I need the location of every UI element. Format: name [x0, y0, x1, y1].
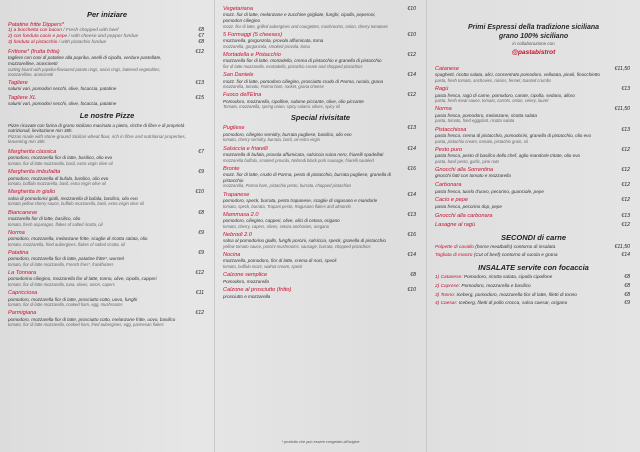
variant-translation: / with cheese and pepper fondue	[68, 34, 139, 40]
menu-line-text: Pomodoro, mozzarella e basilico	[461, 283, 531, 289]
menu-item-description: salumi vari, pomodori secchi, olive, focaccia, patatine	[8, 86, 117, 92]
menu-line-text: (horse meatballs) contorno di insalata	[475, 244, 556, 250]
menu-item-description: pasta fresca, pomodoro, melanzane, ricotta salata	[435, 112, 537, 118]
menu-item-description: Pomodoro, mozzarella, cipolline, salame piccante, olive, olio piccante	[223, 98, 364, 104]
menu-item	[435, 182, 632, 194]
menu-item-name: Carbonara	[435, 182, 462, 189]
menu-item-description: pomodoro, mozzarella, melanzane fritte, scaglie di ricotta salata, olio	[8, 236, 148, 242]
menu-item-price: €12	[407, 92, 416, 99]
menu-item	[223, 272, 418, 284]
menu-item-description: mozz. fior di latte, pomodoro ciliegino, prosciutto crudo di Parma, rucola, grana	[223, 78, 384, 84]
menu-item-name: La Tonnara	[8, 270, 37, 277]
menu-item-translation: tomato, fior di latte mozzarella, French fries*, frankfurters	[8, 261, 114, 267]
section-title-per-iniziare: Per iniziare	[86, 10, 128, 19]
menu-item-name: Trapanese	[223, 191, 250, 198]
menu-item-translation: pasta, fresh meat sauce, tomato, carrots, onion, celery, laurel	[435, 98, 549, 104]
pizza-list-continued	[223, 6, 418, 109]
pasta-section-header	[435, 24, 632, 47]
special-pizza-list	[223, 125, 418, 299]
menu-column-pizza-special	[214, 0, 427, 452]
menu-item-name: Pesto puro	[435, 146, 463, 153]
menu-line-label: Polpette di cavallo	[435, 244, 474, 250]
menu-item-translation: mozz. fior di latte, grilled aubergines and courgettes, mushrooms, onion, cherry tomatoes	[223, 23, 389, 29]
menu-item-description: pomodoro, mozzarella fior di latte, basilico, olio evo	[8, 155, 113, 161]
frozen-footnote: * prodotto che può essere congelato all'origine	[281, 440, 360, 444]
menu-item-price: €16	[407, 165, 416, 172]
menu-item-name: Biancaneve	[8, 209, 38, 216]
menu-item-price: €8	[198, 39, 204, 45]
menu-item-description: pasta fresca, ragù di carne, pomodoro, carote, cipolla, sedano, alloro	[435, 92, 575, 98]
menu-item-name: Norma	[8, 229, 25, 236]
menu-item-translation: tomato, fresh asparagus, flakes of salted ricotta, oil	[8, 221, 103, 227]
menu-line	[435, 253, 632, 259]
menu-item-description: pomodoro, mozzarella di bufala, basilico, olio evo	[8, 175, 109, 181]
menu-item-translation: pasta, pistachio cream, tomato, pistachio grain, oil	[435, 138, 528, 144]
menu-item-name: Pugliese	[223, 125, 245, 132]
menu-line-text: Iceberg, filetti di pollo crocca, salsa caesar, origano	[458, 301, 568, 307]
menu-item	[8, 210, 206, 227]
menu-item-price: €11,50	[614, 66, 630, 72]
pasta-header-line2: grano 100% siciliano	[498, 32, 569, 40]
menu-item-price: €9	[198, 169, 204, 176]
menu-item-price: €12	[195, 310, 204, 317]
menu-item-description: pomodoro, speck, burrata, pesto trapanese, scaglie di ragusano e mandorle	[223, 197, 378, 203]
pizza-dough-note	[8, 123, 206, 145]
menu-item-name: 5 Formaggi (5 cheeses)	[223, 31, 283, 38]
menu-item	[223, 166, 418, 189]
menu-item-name: Tagliere XL	[8, 94, 37, 101]
menu-item-price: €9	[198, 229, 204, 236]
menu-item	[435, 197, 632, 209]
menu-line	[435, 293, 632, 299]
menu-item-name: Capricciosa	[8, 290, 38, 297]
menu-item-name: Patatina	[8, 249, 29, 256]
menu-item	[8, 95, 206, 107]
menu-item-name: Frittone* (frutta fritta)	[8, 48, 60, 55]
pasta-header-sub: in collaborazione con	[512, 41, 555, 46]
menu-item-description: Pomodoro, mozzarella	[223, 278, 269, 284]
pasta-list	[435, 66, 632, 229]
menu-item-translation: tomato, fior di latte mozzarella, tuna, olives, onion, capers	[8, 282, 115, 288]
menu-item	[8, 149, 206, 166]
menu-item-price: €8	[410, 272, 416, 279]
menu-item-price: €14	[407, 252, 416, 259]
menu-item-name: Fuoco dell'Etna	[223, 92, 262, 99]
menu-item-price: €11	[195, 290, 204, 297]
menu-item-price: €13	[195, 79, 204, 86]
menu-item-price: €12	[621, 146, 630, 153]
menu-item-price: €13	[621, 126, 630, 133]
menu-item	[223, 52, 418, 69]
menu-item-price: €12	[621, 166, 630, 173]
menu-item-name: Bronte	[223, 165, 240, 172]
menu-item-price: €8	[198, 27, 204, 34]
menu-item	[223, 32, 418, 49]
salad-list	[435, 275, 632, 307]
menu-line	[435, 301, 632, 307]
menu-item-translation: pasta, fresh tomato, anchovies, raisins, fennel, toasted crumbs	[435, 78, 552, 83]
menu-item	[435, 66, 632, 83]
menu-item-name: Gnocchi alla Sorrentina	[435, 166, 494, 173]
menu-item-name: Lasagne al ragù	[435, 222, 476, 229]
menu-item-name: San Daniele	[223, 72, 254, 79]
menu-item-description: salsa al pomodorino giallo, funghi porcini, salsiccia, speck, granella di pistacchio	[223, 238, 386, 244]
menu-line-label: 4) Caesar:	[435, 301, 458, 307]
menu-item-name: Ragù	[435, 86, 449, 93]
menu-item-name: Catanese	[435, 66, 459, 72]
menu-item-name: Mortadella e Pistacchio	[223, 51, 281, 58]
menu-item-price: €13	[621, 212, 630, 219]
variant-translation: / Fresh chopped with beef	[63, 28, 119, 34]
menu-item-translation: tomato yellow cherry sauce, buffalo mozzarella, basil, extra virgin olive oil	[8, 201, 144, 207]
pizza-list	[8, 149, 206, 328]
variant-label: 1) a bocchetta con bacon	[8, 28, 62, 34]
menu-item	[8, 169, 206, 186]
menu-line-label: 3) Tonno:	[435, 292, 456, 298]
menu-item-description: pasta fresca, crema di pistacchio, pomodorini, granella di pistacchio, olio evo	[435, 132, 592, 138]
pizza-note-it: Pizze ricavate con farina di grano siciliano macinato a pietra, ricche di fibre e di proprietà nutrizionali, lievitazione min 36h.	[8, 122, 185, 134]
menu-item-price: €12	[621, 182, 630, 189]
menu-line-text: (Cut of beef) contorno di rucola e grana	[473, 253, 558, 259]
section-title-pizze: Le nostre Pizze	[79, 110, 135, 120]
menu-item-translation: tomato, buffalo mozzarella, basil, extra virgin olive oil	[8, 181, 106, 187]
menu-item-translation: tomato, fior di latte mozzarella, cooked ham, fried aubergines, egg, parmesan flakes	[8, 322, 164, 328]
menu-item-name: Vegetariana	[223, 6, 253, 12]
menu-item-description: mozzarella, pomodoro, fior di latte, crema di noci, speck	[223, 258, 337, 264]
section-title-special: Special rivisitate	[290, 113, 351, 123]
menu-item-translation: tomato, fior di latte mozzarella, basil, extra virgin olive oil	[8, 160, 113, 166]
menu-item	[223, 192, 418, 209]
menu-item-price: €16	[407, 231, 416, 238]
menu-line-label: 1) Catanese:	[435, 275, 463, 281]
menu-item-translation: Tomato, mozzarella, spring onion, spicy salami, olives, spicy oil	[223, 104, 340, 110]
variant-translation: / with pistachio fondue	[58, 40, 107, 45]
menu-item	[8, 49, 206, 77]
menu-item-description: gnocchi fatti con tomato e mozzarella	[435, 173, 511, 179]
menu-item-price: €10	[407, 31, 416, 38]
menu-item-description: pomodorino ciliegino, mozzarella fior di latte, tonno, olive, cipolla, capperi	[8, 276, 157, 282]
menu-column-starters-pizza	[0, 0, 214, 452]
pastabistrot-handle: @pastabistrot	[511, 49, 556, 56]
menu-item-price: €13	[407, 125, 416, 132]
menu-item-name: Margherita imbufalita	[8, 169, 61, 176]
menu-item	[223, 252, 418, 269]
menu-item-price: €15	[195, 94, 204, 101]
variant-label: 3) fonduta al pistacchio	[8, 40, 58, 45]
menu-item	[435, 86, 632, 103]
menu-item-price: €7	[198, 148, 204, 155]
menu-item-name: Parmigiana	[8, 310, 37, 317]
menu-item-name: Calzone semplice	[223, 272, 268, 279]
menu-item	[8, 250, 206, 267]
menu-item-translation: pasta, tomato, fried eggplant, ricotta salata	[435, 118, 515, 124]
menu-item	[223, 72, 418, 89]
menu-item-price: €7	[198, 33, 204, 40]
menu-item	[223, 6, 418, 29]
menu-item-translation: cutting board with paprika-flavoured potato rings, onion rings, battered vegetables, mozzarelline, arancinetti	[8, 66, 161, 77]
menu-item	[435, 147, 632, 164]
menu-item-translation: tomato, cherry semidry, burrata, basil, oil extra virgin	[223, 137, 320, 143]
variant-label: 2) con fonduta cacio e pepe	[8, 34, 68, 40]
pizza-note-en: Pizzas made with stone-ground Sicilian wheat flour, rich in fibre and nutritional properties, leavening min 36h.	[8, 133, 186, 145]
menu-item-description: mozzarella di bufala, provola affumicata, salsiccia suina nero, friarelli spadellati	[223, 151, 384, 157]
meat-list	[435, 245, 632, 260]
menu-item-description: spaghetti, ricotta salata, alici, concentrato pomodoro, vellutata, pinoli, finocchietto	[435, 72, 600, 78]
menu-item-name: Mammasa 2.0	[223, 211, 259, 218]
menu-item	[8, 270, 206, 287]
menu-item-translation: pasta, basil pesto, garlic, pine nuts	[435, 158, 500, 164]
menu-line-price: €9	[624, 300, 630, 307]
menu-item	[223, 92, 418, 109]
menu-item-translation: tomato, mozzarella, fried aubergines, flakes of salted ricotta, oil	[8, 241, 126, 247]
menu-line-price: €8	[624, 274, 630, 281]
menu-line-price: €8	[624, 282, 630, 289]
menu-item-price: €12	[407, 51, 416, 58]
menu-line-label: 2) Caprese:	[435, 283, 461, 289]
menu-item-description: mozzarella fior di latte, basilico, olio	[8, 215, 81, 221]
menu-item	[8, 80, 206, 92]
menu-item-description: pasta fresca, tuorlo d'uovo, pecorino, guanciale, pepe	[435, 188, 544, 194]
menu-line-text: Pomodoro, ricotta salata, cipolla cipollone	[463, 275, 553, 281]
menu-line	[435, 245, 632, 251]
menu-item-price: €12	[195, 270, 204, 277]
menu-column-pasta-secondi	[427, 0, 640, 452]
menu-line-price: €8	[624, 291, 630, 298]
menu-item-description: mozz. fior di latte, melanzane e zucchine grigliate, funghi, cipolla, peperoni, pomodori ciliegino	[223, 12, 376, 23]
menu-item-name: Margherita classica	[8, 148, 57, 155]
menu-item-translation: fior di latte mozzarella, mortadella, pistachio cream and chopped pistachios	[223, 63, 363, 69]
menu-line-label: Tagliata di manzo	[435, 253, 473, 259]
menu-item-description: salsa di pomodorini gialli, mozzarella di bufala, basilico, olio evo	[8, 195, 138, 201]
menu-item-translation: mozzarella, Parma ham, pistachio pesto, burrata, chopped pistachios	[223, 183, 352, 189]
menu-item-description: pomodoro, mozzarella fior di latte, prosciutto cotto, uovo, funghi	[8, 296, 138, 302]
menu-item-name: Pistacchiosa	[435, 126, 467, 133]
menu-item-name: Patatine fritte Dippers*	[8, 22, 64, 28]
menu-item-description: mozzarella fior di latte, mortadella, crema di pistacchio e granella di pistacchio	[223, 58, 382, 64]
menu-item-name: Margherita in giallo	[8, 189, 56, 196]
pasta-header-line1: Primi Espressi della tradizione siciliana	[467, 24, 600, 31]
menu-item	[8, 230, 206, 247]
menu-item-description: tagliere con coni di patatine alla paprika, anelli di cipolla, verdure pastellate, mozzarelline, arancinetti	[8, 55, 162, 66]
menu-item	[8, 22, 206, 46]
menu-item-name: Nebrodi 2.0	[223, 231, 252, 238]
menu-item	[223, 287, 418, 299]
menu-item	[8, 189, 206, 206]
menu-item	[8, 310, 206, 327]
menu-item-description: pasta fresca, pesto di basilico dello chef, aglio mandorle tritate, olio evo	[435, 153, 581, 159]
menu-item	[8, 290, 206, 307]
menu-item-translation: tomato, cherry, capers, olives, cetara anchovies, oregano	[223, 223, 330, 229]
menu-line	[435, 284, 632, 290]
menu-item-price: €12	[195, 48, 204, 55]
menu-item-name: Gnocchi alla carbonara	[435, 212, 493, 219]
menu-item-price: €8	[198, 209, 204, 216]
menu-item-price: €10	[195, 189, 204, 196]
menu-item-description: mozz. fior di latte, crudo di Parma, pesto di pistacchio, burrata pugliese, granella di pistacchio	[223, 172, 392, 183]
menu-item-price: €14	[407, 72, 416, 79]
menu-item	[435, 213, 632, 219]
menu-item-translation: tomato, speck, burrata, Trapani pesto, Ragusano flakes and almonds	[223, 203, 351, 209]
menu-item-price: €14	[407, 145, 416, 152]
menu-item	[223, 146, 418, 163]
menu-item-description: mozzarella, gorgonzola, provola affumicata, toma	[223, 38, 324, 44]
menu-item-name: Nocina	[223, 252, 241, 259]
menu-item-name: Cacio e pepe	[435, 197, 468, 204]
menu-item-price: €10	[407, 287, 416, 294]
menu-item-translation: mozzarella, tomato, Parma ham, rocket, grana cheese	[223, 84, 324, 90]
menu-item-name: Salsiccia e friarelli	[223, 145, 268, 152]
menu-item-price: €13	[407, 211, 416, 218]
menu-item-price: €11,50	[614, 106, 630, 113]
menu-item-name: Calzone al prosciutto (fritto)	[223, 287, 292, 294]
menu-item	[435, 106, 632, 123]
menu-item-price: €14	[407, 191, 416, 198]
menu-item-name: Norma	[435, 106, 452, 113]
menu-item-description: pasta fresca, pecorino dop, pepe	[435, 203, 502, 209]
menu-item-price: €13	[621, 86, 630, 93]
menu-item-price: €12	[621, 197, 630, 204]
menu-item-description: pomodoro, mozzarella fior di latte, prosciutto cotto, melanzane fritte, uovo, basilico	[8, 316, 176, 322]
section-title-secondi: SECONDI di carne	[500, 232, 567, 242]
menu-line-text: Iceberg, pomodoro, mozzarella fior di latte, filetti di tonno	[456, 292, 577, 298]
menu-item-translation: mozzarella buffalo, smoked provola, Nebrodi black pork sausage, friarelli sautéed	[223, 157, 374, 163]
menu-item-translation: tomato, fior di latte mozzarella, cooked ham, egg, mushrooms	[8, 302, 123, 308]
section-title-insalate: INSALATE servite con focaccia	[478, 263, 589, 273]
menu-item-translation: mozzarella, gorgonzola, smoked provola, toma	[223, 43, 310, 49]
menu-item-name: Tagliere	[8, 79, 28, 86]
menu-item-description: pomodoro, ciliegino, capperi, olive, alici di cetara, origano	[223, 218, 340, 224]
menu-item-price: €9	[198, 249, 204, 256]
menu-item-price: €10	[407, 6, 416, 12]
menu-item-description: pomodoro, ciliegino semidry, burrata pugliese, basilico, olio evo	[223, 131, 352, 137]
menu-item-description: prosciutto e mozzarella	[223, 293, 271, 299]
menu-item	[435, 167, 632, 179]
menu-item	[223, 125, 418, 142]
menu-item	[435, 127, 632, 144]
starters-list	[8, 22, 206, 107]
menu-item-variant	[8, 40, 206, 46]
menu-item-description: salumi vari, pomodori secchi, olive, focaccia, patatine	[8, 101, 117, 107]
menu-item-translation: tomato, buffalo mozz, walnut cream, speck	[223, 264, 303, 270]
menu-item	[223, 232, 418, 249]
menu-item	[435, 222, 632, 228]
menu-item-description: pomodoro, mozzarella fior di latte, patatine fritte*, wurstel	[8, 256, 124, 262]
menu-line	[435, 275, 632, 281]
menu-item-translation: yellow tomato sauce, porcini mushrooms, sausage, burrata, chopped pistachios	[223, 243, 371, 249]
menu-item-price: €12	[621, 222, 630, 229]
menu-line-price: €14	[621, 252, 630, 259]
menu-line-price: €11,50	[614, 243, 630, 250]
menu-item	[223, 212, 418, 229]
